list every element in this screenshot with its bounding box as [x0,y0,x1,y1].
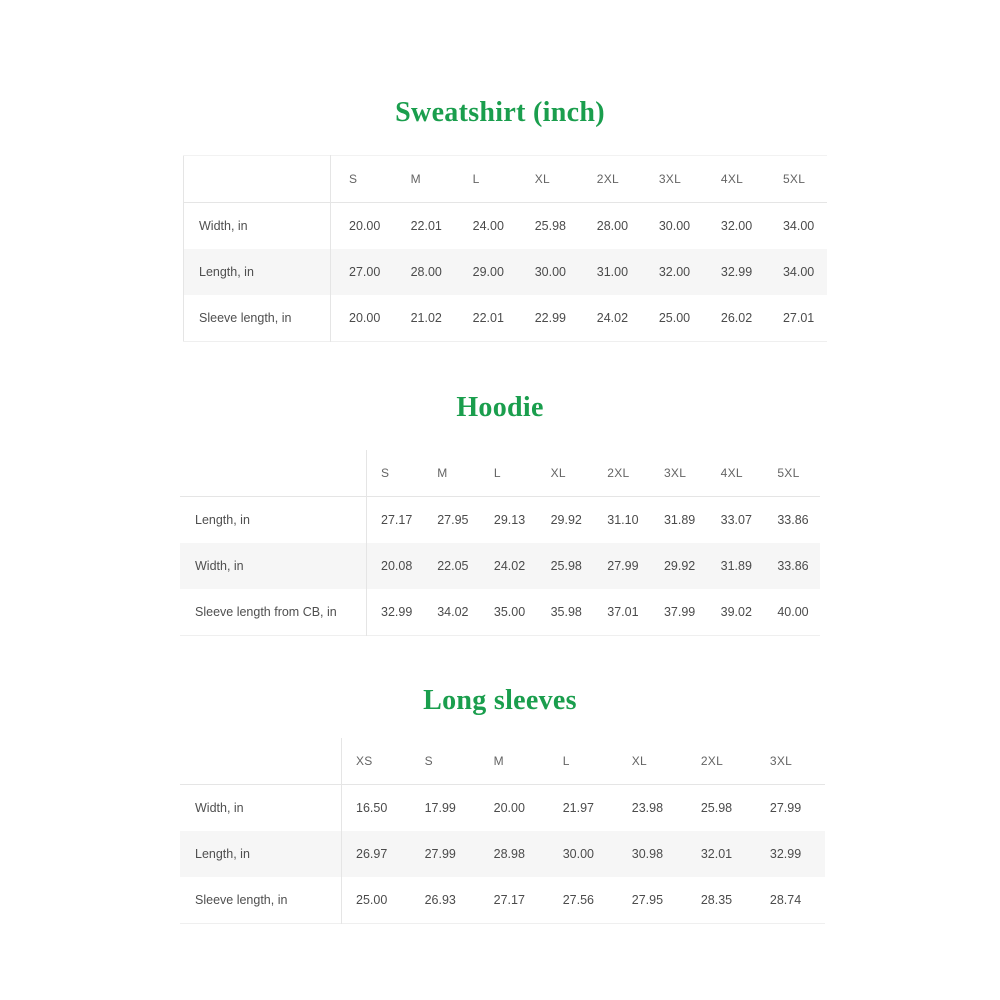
measurement-cell: 29.92 [550,513,582,527]
size-column-header: 4XL [720,466,743,480]
measurement-cell: 29.92 [663,559,696,573]
table-row [184,203,828,250]
measurement-cell: 26.93 [424,893,456,907]
measurement-cell: 25.98 [534,219,566,233]
measurement-cell: 33.07 [720,513,752,527]
corner-cell [180,450,367,497]
measurement-cell: 31.89 [720,559,752,573]
table-row [180,497,820,544]
measurement-cell: 27.95 [631,893,664,907]
measurement-cell: 24.02 [596,311,629,325]
size-column-header: S [331,156,393,203]
measurement-cell: 27.99 [424,847,456,861]
row-label: Length, in [195,847,250,861]
measurement-cell: 26.02 [720,311,753,325]
measurement-cell: 22.99 [534,311,566,325]
measurement-cell: 27.01 [782,311,815,325]
size-column-header: L [493,466,501,480]
measurement-cell: 21.02 [410,311,442,325]
measurement-cell: 29.13 [493,513,526,527]
size-column-header: XL [534,172,550,186]
size-column-header: 2XL [700,754,724,768]
measurement-cell: 27.99 [769,801,802,815]
measurement-cell: 39.02 [720,605,752,619]
measurement-cell: 35.00 [493,605,526,619]
measurement-cell: 20.00 [331,203,393,250]
measurement-cell: 32.99 [367,589,424,636]
measurement-cell: 22.01 [410,219,442,233]
measurement-cell: 28.00 [410,265,442,279]
size-table [183,155,827,342]
table-title: Hoodie [456,392,544,423]
row-label: Sleeve length from CB, in [195,605,337,619]
measurement-cell: 32.99 [769,847,802,861]
measurement-cell: 31.89 [663,513,696,527]
measurement-cell: 37.01 [607,605,639,619]
measurement-cell: 37.99 [663,605,696,619]
corner-cell [180,738,342,785]
measurement-cell: 28.98 [493,847,525,861]
measurement-cell: 32.00 [720,219,753,233]
measurement-cell: 34.00 [782,265,815,279]
measurement-cell: 25.98 [700,801,733,815]
size-column-header: 2XL [607,466,630,480]
size-column-header: M [493,754,504,768]
measurement-cell: 32.99 [720,265,753,279]
table-row [180,543,820,589]
size-column-header: 5XL [782,172,806,186]
corner-cell [184,156,331,203]
measurement-cell: 20.00 [493,801,525,815]
table-row [184,249,828,295]
size-column-header: 2XL [596,172,620,186]
measurement-cell: 20.08 [367,543,424,589]
size-column-header: XL [631,754,648,768]
row-label: Sleeve length, in [195,893,288,907]
measurement-cell: 34.00 [782,219,815,233]
measurement-cell: 16.50 [342,785,411,832]
table-header-row [184,156,828,203]
row-label: Length, in [195,513,250,527]
measurement-cell: 21.97 [562,801,594,815]
measurement-cell: 32.00 [658,265,691,279]
measurement-cell: 27.99 [607,559,639,573]
table-row [180,831,825,877]
measurement-cell: 27.95 [437,513,469,527]
measurement-cell: 27.00 [331,249,393,295]
size-table [180,738,825,924]
size-column-header: XS [342,738,411,785]
table-row [184,295,828,342]
measurement-cell: 34.02 [437,605,469,619]
measurement-cell: 23.98 [631,801,664,815]
measurement-cell: 28.74 [769,893,802,907]
size-column-header: S [367,450,424,497]
size-column-header: 3XL [663,466,687,480]
size-column-header: L [562,754,570,768]
size-column-header: 4XL [720,172,744,186]
measurement-cell: 30.98 [631,847,664,861]
row-label: Width, in [195,801,244,815]
measurement-cell: 27.17 [367,497,424,544]
size-column-header: XL [550,466,566,480]
measurement-cell: 32.01 [700,847,733,861]
table-title: Long sleeves [423,685,577,716]
measurement-cell: 20.00 [331,295,393,342]
row-label: Length, in [199,265,254,279]
measurement-cell: 28.35 [700,893,733,907]
size-chart-section [0,391,1000,619]
size-column-header: 3XL [769,754,793,768]
measurement-cell: 33.86 [777,559,809,573]
measurement-cell: 25.00 [342,877,411,924]
size-column-header: 3XL [658,172,682,186]
measurement-cell: 35.98 [550,605,582,619]
size-chart-section [0,684,1000,907]
size-column-header: 5XL [777,466,800,480]
measurement-cell: 17.99 [424,801,456,815]
table-row [180,785,825,832]
size-column-header: S [424,754,433,768]
measurement-cell: 33.86 [777,513,809,527]
measurement-cell: 22.05 [437,559,469,573]
measurement-cell: 26.97 [342,831,411,877]
measurement-cell: 30.00 [562,847,594,861]
measurement-cell: 30.00 [658,219,691,233]
table-header-row [180,738,825,785]
measurement-cell: 27.56 [562,893,594,907]
measurement-cell: 30.00 [534,265,566,279]
measurement-cell: 22.01 [472,311,504,325]
table-header-row [180,450,820,497]
measurement-cell: 28.00 [596,219,629,233]
measurement-cell: 24.00 [472,219,504,233]
measurement-cell: 24.02 [493,559,526,573]
size-column-header: L [472,172,480,186]
row-label: Width, in [195,559,244,573]
measurement-cell: 25.98 [550,559,582,573]
size-table [180,450,820,636]
measurement-cell: 40.00 [777,605,809,619]
table-title: Sweatshirt (inch) [395,97,605,128]
table-row [180,877,825,924]
size-column-header: M [410,172,421,186]
table-row [180,589,820,636]
size-chart-section [0,96,1000,325]
measurement-cell: 25.00 [658,311,691,325]
size-column-header: M [437,466,448,480]
measurement-cell: 31.00 [596,265,629,279]
row-label: Sleeve length, in [199,311,292,325]
measurement-cell: 29.00 [472,265,504,279]
measurement-cell: 27.17 [493,893,525,907]
measurement-cell: 31.10 [607,513,639,527]
row-label: Width, in [199,219,248,233]
